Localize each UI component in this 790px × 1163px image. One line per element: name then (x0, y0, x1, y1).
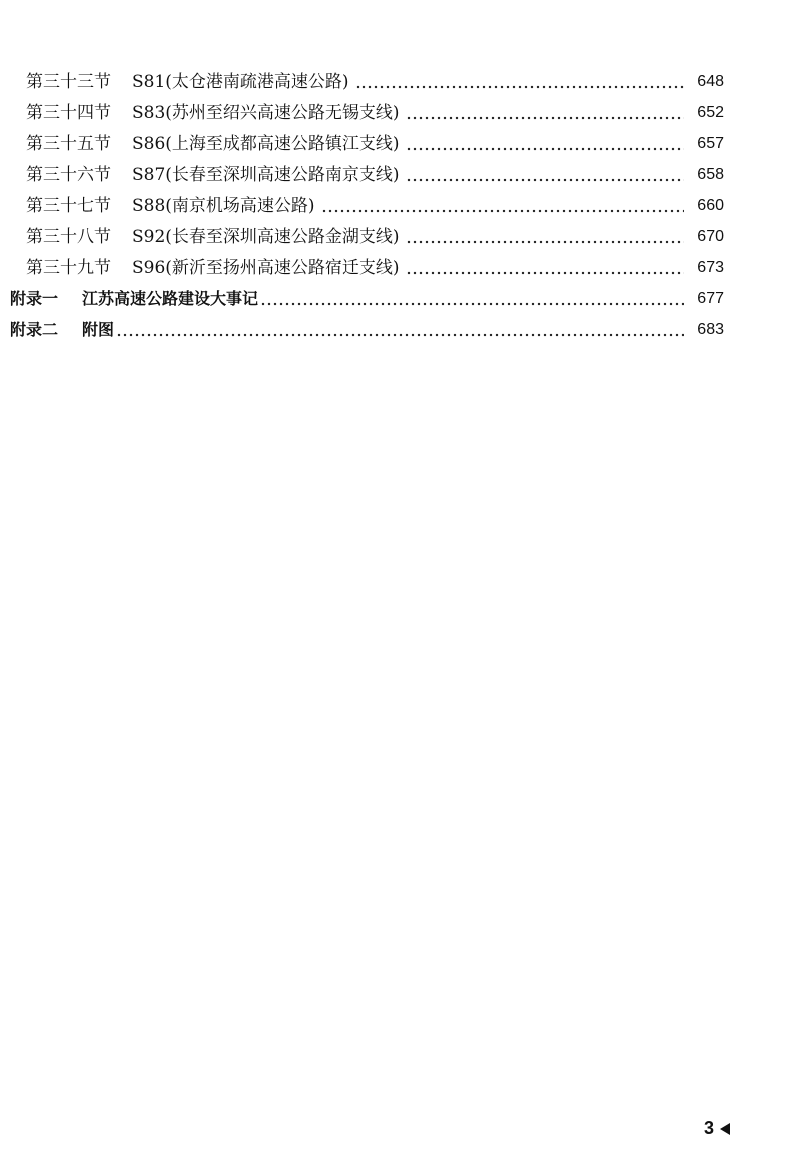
section-title: S88(南京机场高速公路) (132, 195, 315, 216)
dot-leader (406, 103, 684, 123)
toc-appendix-entry[interactable] (0, 314, 790, 345)
section-title: S81(太仓港南疏港高速公路) (132, 71, 349, 92)
folio-number: 3 (703, 1118, 714, 1138)
dot-leader (321, 196, 684, 216)
page-number: 660 (697, 196, 724, 214)
page-number: 677 (697, 289, 724, 307)
section-number: 第三十三节 (26, 71, 111, 92)
dot-leader (406, 134, 684, 154)
section-title: S86(上海至成都高速公路镇江支线) (132, 133, 400, 154)
dot-leader (406, 227, 684, 247)
page-number: 658 (697, 165, 724, 183)
toc-entry[interactable] (0, 128, 790, 159)
section-title: S92(长春至深圳高速公路金湖支线) (132, 226, 400, 247)
section-number: 第三十六节 (26, 164, 111, 185)
page-number: 652 (697, 103, 724, 121)
section-number: 第三十八节 (26, 226, 111, 247)
toc-entry[interactable] (0, 66, 790, 97)
dot-leader (116, 320, 684, 340)
page-number: 673 (697, 258, 724, 276)
toc-entry[interactable] (0, 252, 790, 283)
dot-leader (406, 258, 684, 278)
toc-entry[interactable] (0, 97, 790, 128)
page-number: 683 (697, 320, 724, 338)
toc-entry[interactable] (0, 190, 790, 221)
section-number: 第三十七节 (26, 195, 111, 216)
toc-entry[interactable] (0, 159, 790, 190)
toc-appendix-entry[interactable] (0, 283, 790, 314)
toc-entry[interactable] (0, 221, 790, 252)
section-number: 第三十九节 (26, 257, 111, 278)
appendix-title: 江苏高速公路建设大事记 (82, 288, 259, 308)
dot-leader (406, 165, 684, 185)
section-title: S96(新沂至扬州高速公路宿迁支线) (132, 257, 400, 278)
triangle-left-icon (720, 1123, 730, 1135)
section-title: S83(苏州至绍兴高速公路无锡支线) (132, 102, 400, 123)
section-title: S87(长春至深圳高速公路南京支线) (132, 164, 400, 185)
appendix-title: 附图 (82, 319, 115, 339)
dot-leader (260, 289, 684, 309)
page-footer (704, 1118, 730, 1139)
section-number: 第三十五节 (26, 133, 111, 154)
table-of-contents (0, 66, 790, 345)
dot-leader (355, 72, 684, 92)
page-number: 670 (697, 227, 724, 245)
appendix-label: 附录二 (10, 319, 59, 339)
page-number: 657 (697, 134, 724, 152)
appendix-label: 附录一 (10, 288, 59, 308)
section-number: 第三十四节 (26, 102, 111, 123)
page-number: 648 (697, 72, 724, 90)
